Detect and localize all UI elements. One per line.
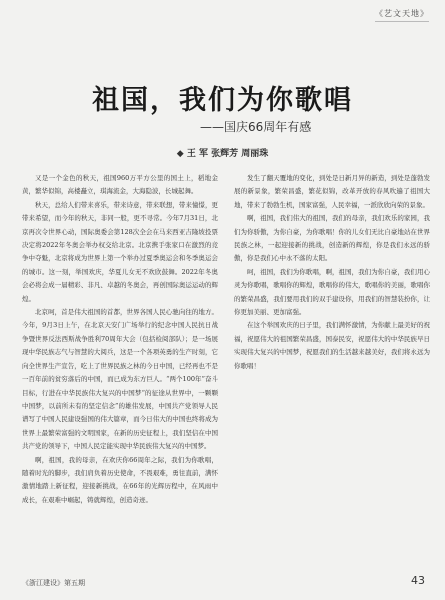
- right-text-column: [234, 172, 430, 373]
- paragraph: 北京呵，首是伟大祖国的首都，世界各国人民心驰向往的地方。今年，9月3日上午，在北京天安门广场举行的纪念中国人民抗日战争暨世界反法西斯战争胜利70周年大会（包括检阅部队）；是一场展现中华民族志气与智慧的大阅兵，这是一个各项英勇的生产时刻，它向全世界生产宣告，吃上了世界民族之林的今日中国，已经再也不是一百年前的贫穷落后的中国，而已成为东方巨人。“两个100年”奋斗目标，行进在中华民族伟大复兴的中国梦“的征途从世界中，一颗颗中国梦，以前所未有的坚定信念”的雄伟发展，中国共产党领导人民谱写了中国人民建设强国的伟大篇章，而今日伟大的中国也终将成为世界上最繁荣富强的文明国家，在新的历史征程上，我们坚信在中国共产党的领导下，中国人民定能实现中华民族伟大复兴的中国梦。: [22, 308, 218, 451]
- article-subtitle: ——国庆66周年有感: [200, 120, 312, 134]
- paragraph: 秋天，总给人们带来喜乐，带来诗意，带来联想，带来憧憬，更带来希望，而今年的秋天，非同一般，更不寻常。今年7月31日，北京再次令世界心动，国际奥委会第128次全会在马来西亚吉隆坡投票决定将2022年冬奥会举办权交给北京。北京携手张家口在激烈的竞争中夺魁，北京将成为世界上第一个举办过夏季奥运会和冬季奥运会的城市。这一刻，举国欢庆，华夏儿女无不欢欣鼓舞。2022年冬奥会必将会成一届精彩、非凡、卓越的冬奥会，再创国际奥运运动的辉煌。: [22, 200, 218, 303]
- article-authors: ◆ 王 军 张辉芳 周丽珠: [176, 149, 269, 159]
- page-number: 43: [411, 574, 425, 587]
- paragraph: 呵，祖国，我们为你歌唱，啊，祖国，我们为你自豪，我们用心灵为你歌唱，歌唱你的辉煌，歌唱你的伟大，歌唱你的美丽，歌唱你的繁荣昌盛，我们要用我们的双手建设你，用我们的智慧装扮你，让你更加美丽、更加富强。: [234, 267, 430, 317]
- paragraph: 啊，祖国，我们伟大的祖国，我们的母亲，我们欢乐的家园，我们为你骄傲，为你自豪，为你歌唱！你的儿女们无比自豪地站在世界民族之林，一起迎接新的挑战，创造新的辉煌，你是我们永远的骄傲，你是我们心中永不落的太阳。: [234, 214, 430, 263]
- paragraph: 啊，祖国，我的母亲，在欢庆你66周年之际，我们为你歌唱，随着时光的脚步，我们肩负着历史使命，不畏艰难，勇往直前，满怀激情地踏上新征程，迎接新挑战，在66年的光辉历程中，在风雨中成长，在艰难中崛起，铸就辉煌，创造奇迹。: [22, 455, 218, 504]
- paragraph: 在这个举国欢庆的日子里，我们满怀激情，为你献上最美好的祝福，祝愿伟大的祖国繁荣昌盛，国泰民安，祝愿伟大的中华民族早日实现伟大复兴的中国梦，祝愿我们的生活越来越美好，我们将永远为你歌唱！: [234, 321, 430, 370]
- paragraph: 又是一个金色的秋天，祖国960万平方公里的国土上，稻地金黄，繁华似锦，高楼矗立，琪海流金，大海隐波，长城起舞。: [22, 174, 218, 196]
- article-title: 祖国，我们为你歌唱: [92, 85, 353, 116]
- paragraph: 发生了翻天覆地的变化，到处是日新月异的新造，到处是蓬勃发展的新景象，繁荣昌盛，繁花似锦，改革开放的春风吹遍了祖国大地，带来了勃勃生机，国家富强，人民幸福，一派欣欣向荣的景象。: [234, 174, 430, 209]
- issue-footer: 《浙江建设》第五期: [22, 579, 85, 587]
- column-tag: 《艺文天地》: [375, 8, 429, 22]
- left-text-column: [22, 172, 218, 507]
